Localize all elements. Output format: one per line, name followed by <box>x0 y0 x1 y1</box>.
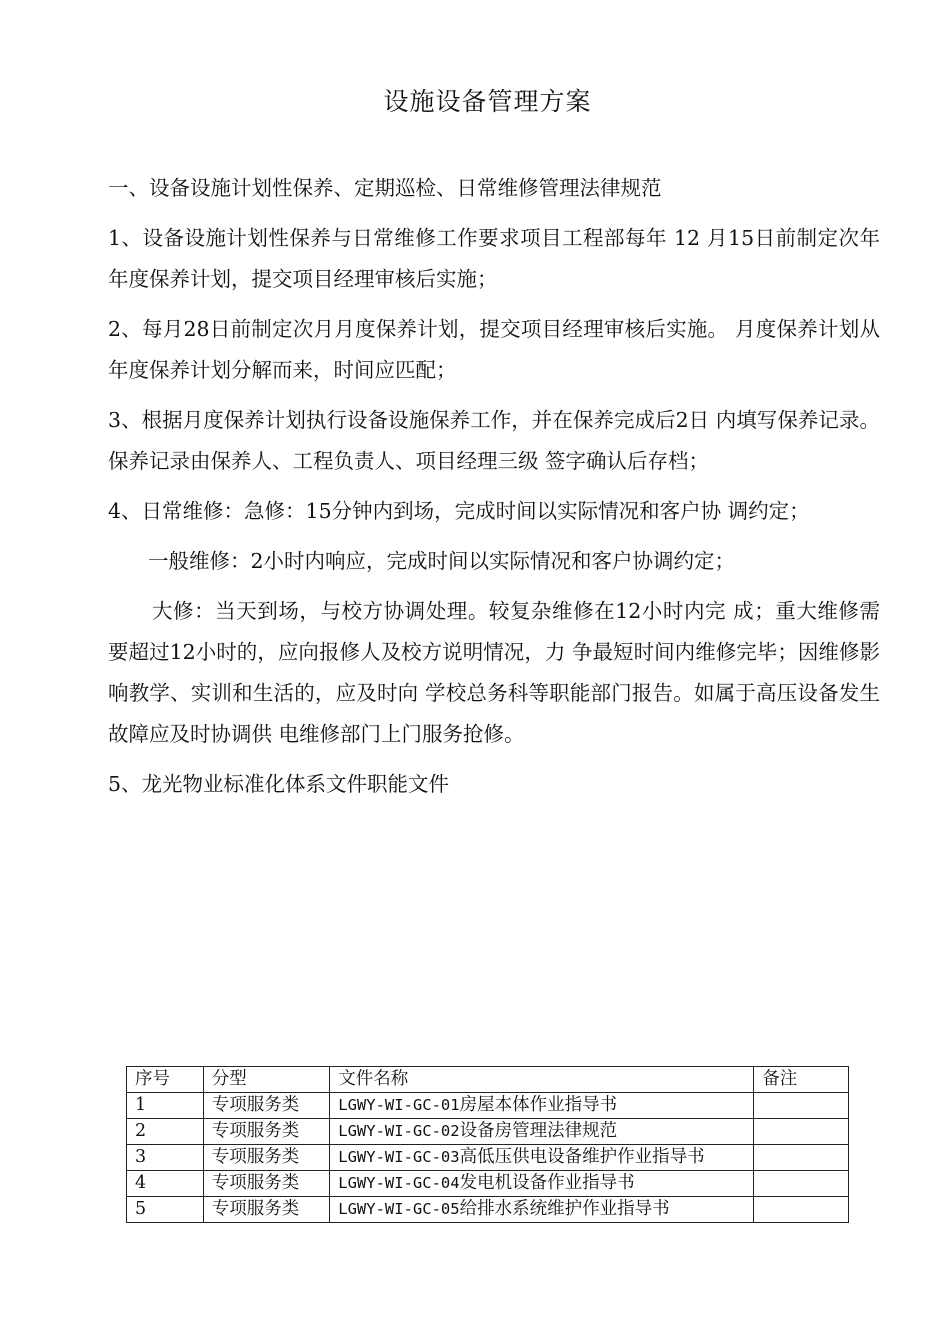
cell-number: 3 <box>127 1145 204 1171</box>
paragraph-major-repair: 大修：当天到场，与校方协调处理。较复杂维修在12小时内完 成；重大维修需要超过12小时的，应向报修人及校方说明情况，力 争最短时间内维修完毕；因维修影响教学、实训和生活的，应及时向 学校总务科等职能部门报告。如属于高压设备发生故障应及时协调供 电维修部门上门服务抢修。 <box>108 599 880 746</box>
file-code: LGWY-WI-GC-03 <box>338 1148 460 1166</box>
section-heading: 一、设备设施计划性保养、定期巡检、日常维修管理法律规范 <box>108 176 662 200</box>
file-title: 房屋本体作业指导书 <box>459 1095 618 1115</box>
table-row <box>127 1197 849 1223</box>
file-code: LGWY-WI-GC-01 <box>338 1096 460 1114</box>
cell-file-name <box>330 1197 754 1223</box>
cell-number: 2 <box>127 1119 204 1145</box>
table-header-row <box>127 1067 849 1093</box>
file-title: 给排水系统维护作业指导书 <box>459 1199 670 1219</box>
table-row <box>127 1119 849 1145</box>
paragraph-item-3: 3、根据月度保养计划执行设备设施保养工作，并在保养完成后2日 内填写保养记录。保养记录由保养人、工程负责人、项目经理三级 签字确认后存档； <box>108 408 880 473</box>
document-title: 设施设备管理方案 <box>383 87 592 116</box>
table-row <box>127 1145 849 1171</box>
file-title: 高低压供电设备维护作业指导书 <box>459 1147 705 1167</box>
column-header-number: 序号 <box>127 1067 204 1093</box>
cell-file-name <box>330 1145 754 1171</box>
column-header-type: 分型 <box>203 1067 330 1093</box>
cell-number: 1 <box>127 1093 204 1119</box>
paragraph-item-4: 4、日常维修：急修：15分钟内到场，完成时间以实际情况和客户协 调约定； <box>108 499 810 523</box>
cell-number: 5 <box>127 1197 204 1223</box>
file-code: LGWY-WI-GC-02 <box>338 1122 460 1140</box>
file-code: LGWY-WI-GC-04 <box>338 1174 460 1192</box>
paragraph-item-5: 5、龙光物业标准化体系文件职能文件 <box>108 772 450 796</box>
cell-type: 专项服务类 <box>203 1093 330 1119</box>
document-body <box>108 168 880 814</box>
file-title: 设备房管理法律规范 <box>459 1121 618 1141</box>
cell-file-name <box>330 1093 754 1119</box>
cell-file-name <box>330 1119 754 1145</box>
paragraph-item-1: 1、设备设施计划性保养与日常维修工作要求项目工程部每年 12 月15日前制定次年年度保养计划，提交项目经理审核后实施； <box>108 226 880 291</box>
cell-type: 专项服务类 <box>203 1145 330 1171</box>
cell-remarks <box>754 1171 849 1197</box>
cell-type: 专项服务类 <box>203 1119 330 1145</box>
column-header-remarks: 备注 <box>754 1067 849 1093</box>
table-row <box>127 1093 849 1119</box>
cell-remarks <box>754 1119 849 1145</box>
cell-type: 专项服务类 <box>203 1171 330 1197</box>
column-header-file-name: 文件名称 <box>330 1067 754 1093</box>
paragraph-general-repair: 一般维修：2小时内响应，完成时间以实际情况和客户协调约定； <box>148 549 736 573</box>
cell-remarks <box>754 1197 849 1223</box>
cell-number: 4 <box>127 1171 204 1197</box>
cell-remarks <box>754 1093 849 1119</box>
cell-file-name <box>330 1171 754 1197</box>
file-code: LGWY-WI-GC-05 <box>338 1200 460 1218</box>
document-file-table <box>126 1066 849 1223</box>
cell-type: 专项服务类 <box>203 1197 330 1223</box>
file-title: 发电机设备作业指导书 <box>459 1173 635 1193</box>
table-row <box>127 1171 849 1197</box>
cell-remarks <box>754 1145 849 1171</box>
paragraph-item-2: 2、每月28日前制定次月月度保养计划，提交项目经理审核后实施。 月度保养计划从年度保养计划分解而来，时间应匹配； <box>108 317 880 382</box>
